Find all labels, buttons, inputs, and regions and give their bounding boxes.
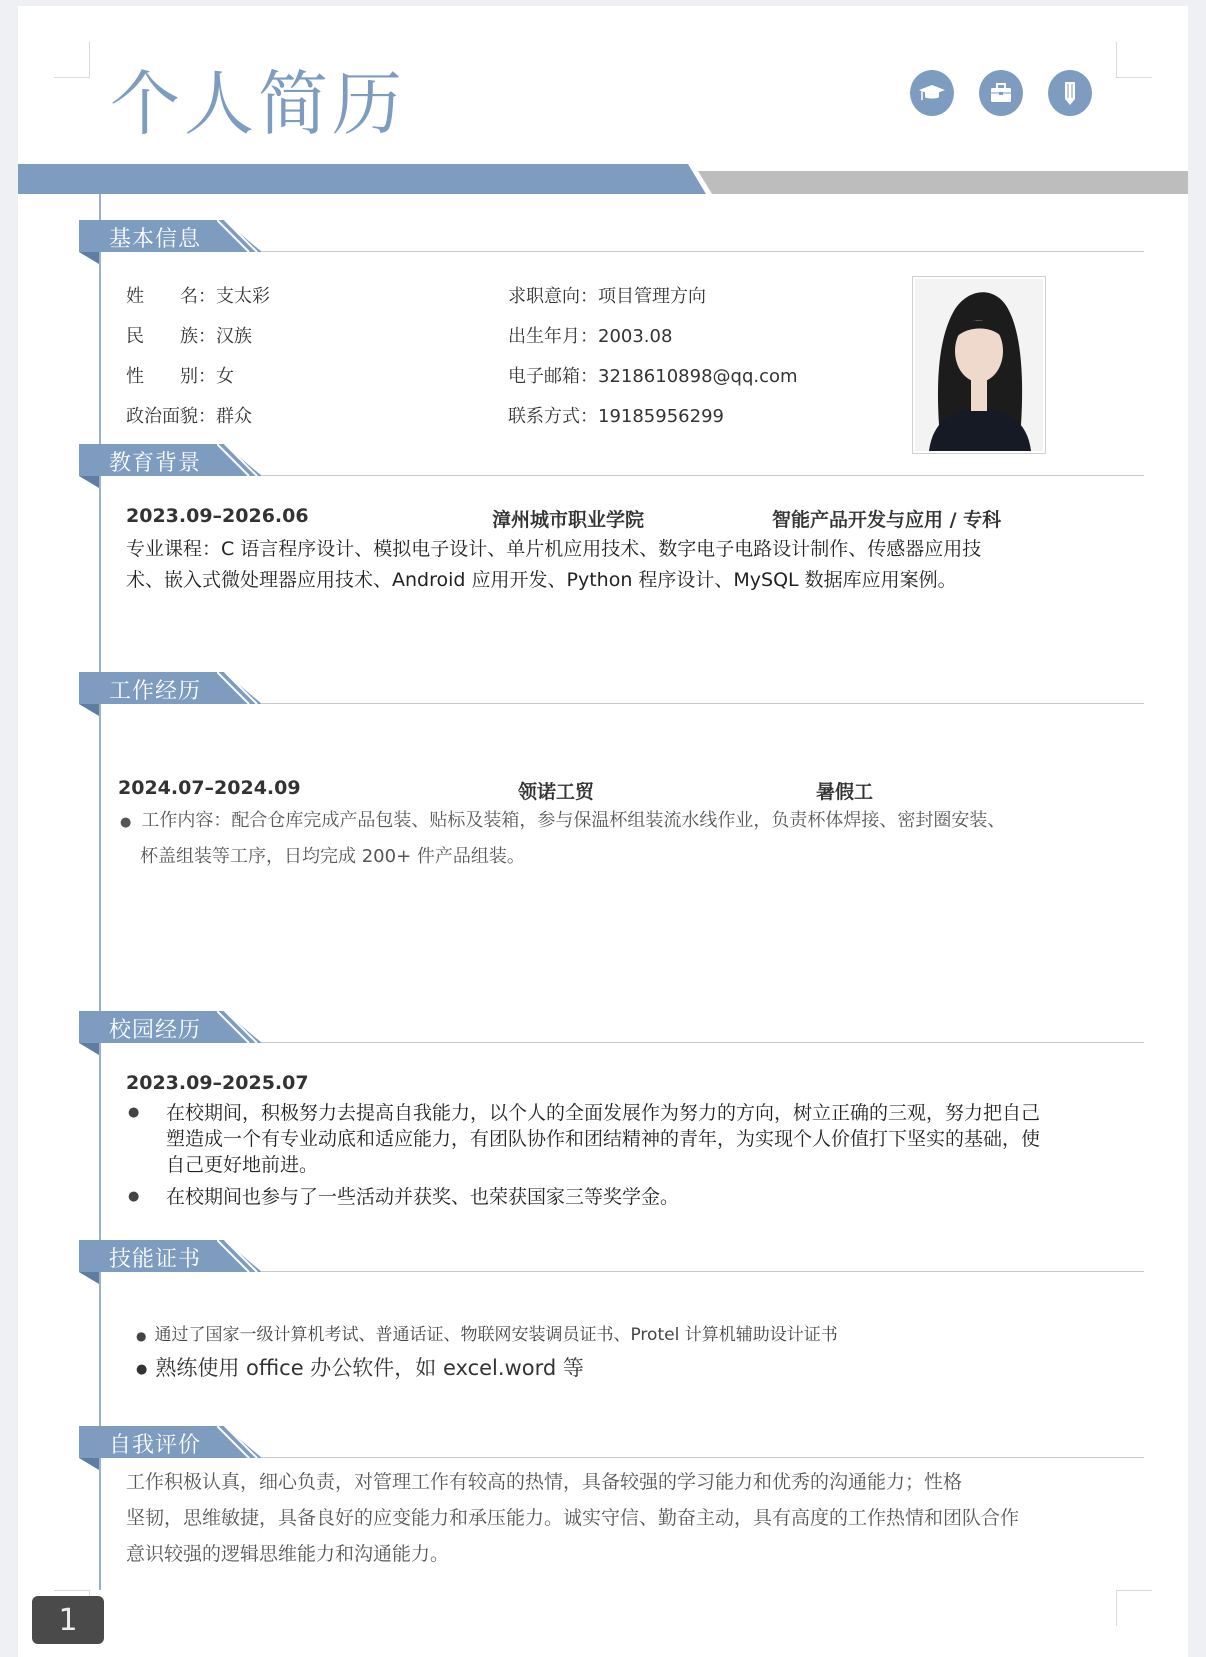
info-value: 汉族 bbox=[216, 326, 252, 347]
campus-bullet-item: ● 在校期间也参与了一些活动并获奖、也荣获国家三等奖学金。 bbox=[126, 1184, 1046, 1210]
section-rule bbox=[262, 1042, 1144, 1043]
info-label: 出生年月： bbox=[508, 326, 598, 347]
skills-item bbox=[136, 1320, 838, 1345]
info-value: 3218610898@qq.com bbox=[598, 366, 798, 387]
section-rule bbox=[262, 251, 1144, 252]
education-courses bbox=[126, 534, 981, 596]
work-content-line bbox=[120, 804, 1005, 840]
stripes-decoration bbox=[217, 672, 267, 704]
corner-mark-bottom-right bbox=[1116, 1590, 1152, 1626]
graduation-cap-icon bbox=[910, 70, 954, 116]
campus-bullets bbox=[126, 1100, 1046, 1216]
section-rule bbox=[262, 475, 1144, 476]
section-header-education bbox=[79, 444, 1144, 480]
info-label: 求职意向： bbox=[508, 286, 598, 307]
section-title: 技能证书 bbox=[109, 1247, 202, 1272]
section-fold bbox=[79, 1043, 99, 1055]
section-header-basic-info bbox=[79, 220, 1144, 256]
skills-item-text: 通过了国家一级计算机考试、普通话证、物联网安装调员证书、Protel 计算机辅助设计证书 bbox=[154, 1325, 838, 1345]
stripes-decoration bbox=[217, 1426, 267, 1458]
self-eval-line: 工作积极认真，细心负责，对管理工作有较高的热情，具备较强的学习能力和优秀的沟通能力；性格 bbox=[126, 1471, 963, 1493]
bullet-dot: ● bbox=[120, 815, 132, 830]
section-title: 自我评价 bbox=[109, 1433, 202, 1458]
education-school: 漳州城市职业学院 bbox=[492, 509, 645, 531]
info-value: 支太彩 bbox=[216, 286, 270, 307]
work-content-text: 工作内容：配合仓库完成产品包装、贴标及装箱，参与保温杯组装流水线作业，负责杯体焊接、密封圈安装、 bbox=[141, 810, 1006, 831]
resume-page bbox=[18, 6, 1188, 1657]
skills-item-text: 熟练使用 office 办公软件，如 excel.word 等 bbox=[155, 1356, 584, 1380]
info-value: 群众 bbox=[216, 406, 252, 427]
info-row-ethnicity bbox=[126, 322, 252, 348]
timeline-line bbox=[99, 194, 101, 1590]
work-company: 领诺工贸 bbox=[518, 781, 595, 803]
campus-period: 2023.09–2025.07 bbox=[126, 1072, 309, 1094]
info-row-political bbox=[126, 402, 252, 428]
corner-mark-top-left bbox=[54, 42, 90, 78]
courses-line: 术、嵌入式微处理器应用技术、Android 应用开发、Python 程序设计、MySQL 数据库应用案例。 bbox=[126, 569, 957, 591]
info-label: 性 别： bbox=[126, 366, 216, 387]
info-row-birth bbox=[508, 322, 672, 348]
page-title: 个人简历 bbox=[110, 63, 406, 145]
section-fold bbox=[79, 1272, 99, 1284]
education-period: 2023.09–2026.06 bbox=[126, 505, 309, 527]
stripes-decoration bbox=[217, 1240, 267, 1272]
section-title: 基本信息 bbox=[109, 227, 202, 252]
section-header-campus bbox=[79, 1011, 1144, 1047]
info-row-gender bbox=[126, 362, 234, 388]
header-band-blue bbox=[18, 164, 706, 194]
work-content bbox=[120, 804, 1005, 874]
courses-line: 专业课程：C 语言程序设计、模拟电子设计、单片机应用技术、数字电子电路设计制作、传感器应用技 bbox=[126, 538, 982, 560]
pencil-icon bbox=[1048, 70, 1092, 116]
profile-photo bbox=[912, 276, 1046, 454]
info-value: 女 bbox=[216, 366, 234, 387]
section-header-skills bbox=[79, 1240, 1144, 1276]
info-value: 2003.08 bbox=[598, 326, 673, 347]
stripes-decoration bbox=[217, 1011, 267, 1043]
section-rule bbox=[262, 703, 1144, 704]
section-header-work bbox=[79, 672, 1144, 708]
photo-portrait bbox=[915, 279, 1043, 451]
info-row-name bbox=[126, 282, 270, 308]
stripes-decoration bbox=[217, 444, 267, 476]
bullet-dot: ● bbox=[136, 1361, 148, 1377]
header-icons bbox=[910, 70, 1092, 116]
self-eval-line: 意识较强的逻辑思维能力和沟通能力。 bbox=[126, 1543, 450, 1565]
info-row-phone bbox=[508, 402, 724, 428]
section-header-self-eval bbox=[79, 1426, 1144, 1462]
info-label: 民 族： bbox=[126, 326, 216, 347]
section-title: 工作经历 bbox=[109, 679, 202, 704]
page-number-badge[interactable]: 1 bbox=[32, 1596, 104, 1644]
header-band-grey bbox=[698, 171, 1188, 194]
section-fold bbox=[79, 252, 99, 264]
info-row-objective bbox=[508, 282, 706, 308]
info-label: 联系方式： bbox=[508, 406, 598, 427]
section-fold bbox=[79, 476, 99, 488]
section-fold bbox=[79, 704, 99, 716]
education-major: 智能产品开发与应用 / 专科 bbox=[772, 509, 1002, 531]
info-value: 19185956299 bbox=[598, 406, 724, 427]
bullet-dot: ● bbox=[136, 1329, 147, 1343]
section-title: 校园经历 bbox=[109, 1018, 202, 1043]
skills-item bbox=[136, 1352, 584, 1382]
campus-bullet-item: ● 在校期间，积极努力去提高自我能力，以个人的全面发展作为努力的方向，树立正确的三观，努力把自己塑造成一个有专业动底和适应能力，有团队协作和团结精神的青年，为实现个人价值打下坚实的基础，使自己更好地前进。 bbox=[126, 1100, 1046, 1178]
self-eval-text bbox=[126, 1464, 1019, 1572]
section-title: 教育背景 bbox=[109, 451, 202, 476]
self-eval-line: 坚韧，思维敏捷，具备良好的应变能力和承压能力。诚实守信、勤奋主动，具有高度的工作热情和团队合作 bbox=[126, 1507, 1020, 1529]
briefcase-icon bbox=[979, 70, 1023, 116]
stripes-decoration bbox=[217, 220, 267, 252]
info-label: 政治面貌： bbox=[126, 406, 216, 427]
section-rule bbox=[262, 1457, 1144, 1458]
work-position: 暑假工 bbox=[816, 781, 874, 803]
section-fold bbox=[79, 1458, 99, 1470]
info-label: 电子邮箱： bbox=[508, 366, 598, 387]
corner-mark-top-right bbox=[1116, 42, 1152, 78]
work-content-line: 杯盖组装等工序，日均完成 200+ 件产品组装。 bbox=[140, 846, 525, 867]
work-period: 2024.07–2024.09 bbox=[118, 777, 301, 799]
info-value: 项目管理方向 bbox=[598, 286, 706, 307]
info-label: 姓 名： bbox=[126, 286, 216, 307]
info-row-email bbox=[508, 362, 798, 388]
section-rule bbox=[262, 1271, 1144, 1272]
